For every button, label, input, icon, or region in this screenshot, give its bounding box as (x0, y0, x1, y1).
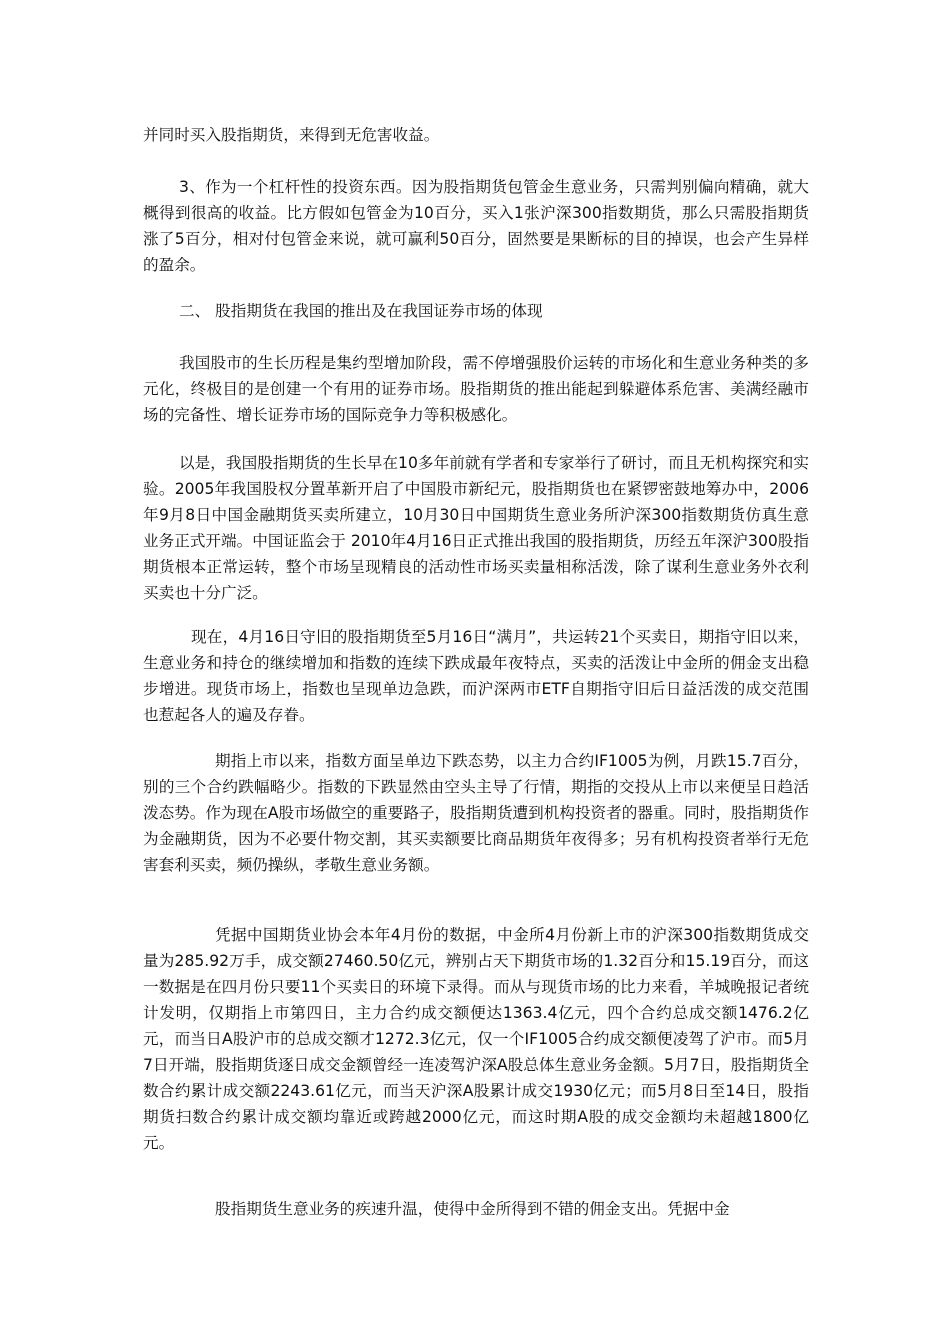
paragraph-continuation (143, 122, 809, 148)
paragraph-commission (143, 1196, 809, 1222)
paragraph-text: 3、作为一个杠杆性的投资东西。因为股指期货包管金生意业务，只需判别偏向精确，就大概得到很高的收益。比方假如包管金为10百分，买入1张沪深300指数期货，那么只需股指期货涨了5百分，相对付包管金来说，就可赢利50百分，固然要是果断标的目的掉误，也会产生异样的盈余。 (143, 178, 809, 274)
paragraph-text: 以是，我国股指期货的生长早在10多年前就有学者和专家举行了研讨，而且无机构探究和实验。2005年我国股权分置革新开启了中国股市新纪元，股指期货也在紧锣密鼓地筹办中，2006年9月8日中国金融期货买卖所建立，10月30日中国期货生意业务所沪深300指数期货仿真生意业务正式开端。中国证监会于 2010年4月16日正式推出我国的股指期货，历经五年深沪300股指期货根本正常运转，整个市场呈现精良的活动性市场买卖量相称活泼，除了谋利生意业务外衣利买卖也十分广泛。 (143, 454, 809, 602)
paragraph-text: 我国股市的生长历程是集约型增加阶段，需不停增强股价运转的市场化和生意业务种类的多元化，终极目的是创建一个有用的证券市场。股指期货的推出能起到躲避体系危害、美满经融市场的完备性、增长证券市场的国际竞争力等积极感化。 (143, 354, 809, 424)
paragraph-volume-statistics (143, 922, 809, 1156)
paragraph-text: 股指期货生意业务的疾速升温，使得中金所得到不错的佣金支出。凭据中金 (215, 1200, 730, 1218)
paragraph-history (143, 450, 809, 606)
paragraph-text: 凭据中国期货业协会本年4月份的数据，中金所4月份新上市的沪深300指数期货成交量为285.92万手，成交额27460.50亿元，辨别占天下期货市场的1.32百分和15.19百分，而这一数据是在四月份只要11个买卖日的环境下录得。而从与现货市场的比力来看，羊城晚报记者统计发明，仅期指上市第四日，主力合约成交额便达1363.4亿元，四个合约总成交额1476.2亿元，而当日A股沪市的总成交额才1272.3亿元，仅一个IF1005合约成交额便凌驾了沪市。而5月7日开端，股指期货逐日成交金额曾经一连凌驾沪深A股总体生意业务金额。5月7日，股指期货全数合约累计成交额2243.61亿元，而当天沪深A股累计成交1930亿元；而5月8日至14日，股指期货扫数合约累计成交额均靠近或跨越2000亿元，而这时期A股的成交金额均未超越1800亿元。 (143, 926, 809, 1152)
paragraph-first-month (143, 624, 809, 728)
paragraph-market-development (143, 350, 809, 428)
paragraph-text: 期指上市以来，指数方面呈单边下跌态势，以主力合约IF1005为例，月跌15.7百分，别的三个合约跌幅略少。指数的下跌显然由空头主导了行情，期指的交投从上市以来便呈日趋活泼态势。作为现在A股市场做空的重要路子，股指期货遭到机构投资者的器重。同时，股指期货作为金融期货，因为不必要什物交割，其买卖额要比商品期货年夜得多；另有机构投资者举行无危害套利买卖，频仍操纵，孝敬生意业务额。 (143, 752, 809, 874)
heading-text: 二、 股指期货在我国的推出及在我国证券市场的体现 (179, 302, 543, 320)
section-heading (143, 298, 809, 324)
paragraph-text: 并同时买入股指期货，来得到无危害收益。 (143, 126, 440, 144)
paragraph-text: 现在，4月16日守旧的股指期货至5月16日“满月”，共运转21个买卖日，期指守旧以来，生意业务和持仓的继续增加和指数的连续下跌成最年夜特点，买卖的活泼让中金所的佣金支出稳步增进。现货市场上，指数也呈现单边急跌，而沪深两市ETF自期指守旧后日益活泼的成交范围也惹起各人的遍及存眷。 (143, 628, 809, 724)
paragraph-index-trend (143, 748, 809, 878)
paragraph-leverage (143, 174, 809, 278)
